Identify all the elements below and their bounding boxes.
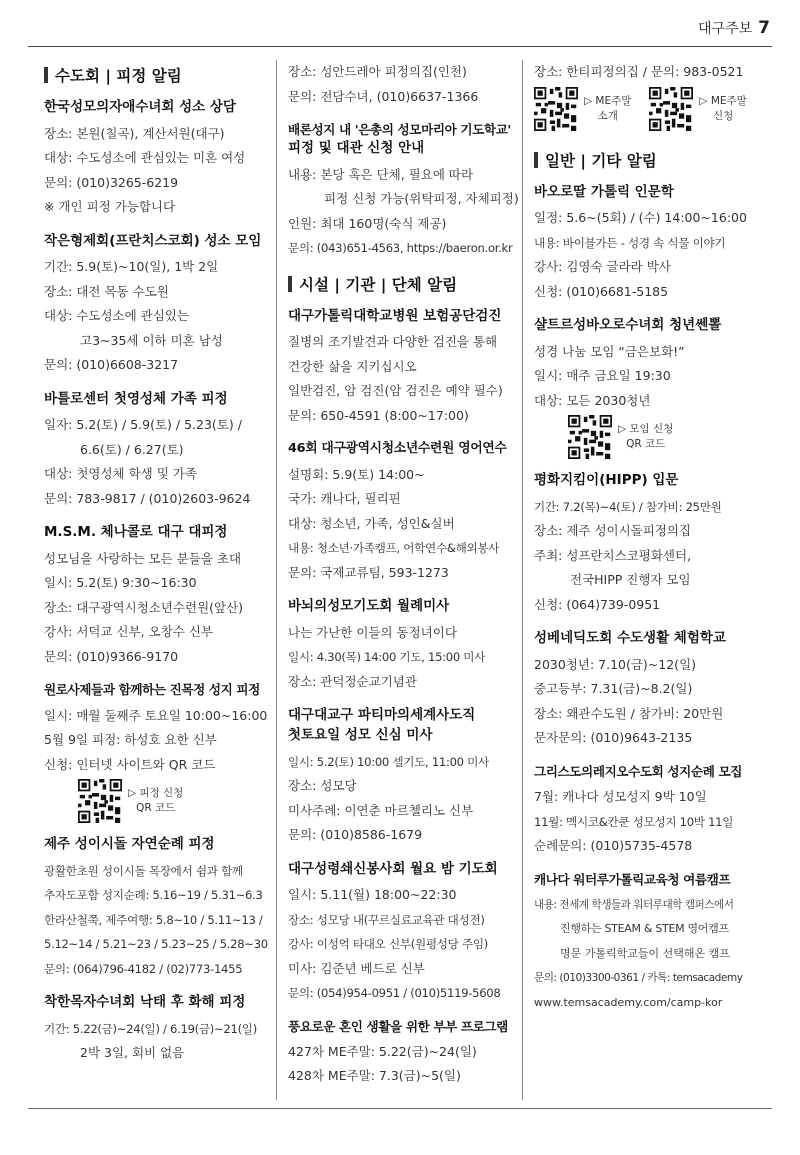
notice-line: 나는 가난한 이들의 동정녀이다: [288, 624, 457, 640]
notice-line: 고3~35세 이하 미혼 남성: [80, 332, 223, 348]
qr-block[interactable]: [534, 415, 764, 459]
notice-line: 일정: 5.6~(5회) / (수) 14:00~16:00: [534, 210, 747, 226]
notice-line: 문의: 783-9817 / (010)2603-9624: [44, 490, 251, 506]
notice-block: [534, 183, 764, 305]
notice-title: 46회 대구광역시청소년수련원 영어연수: [288, 441, 507, 457]
notice-line: 미사주례: 이연춘 마르첼리노 신부: [288, 802, 474, 818]
notice-line: 내용: 전세계 학생들과 워터루대학 캠퍼스에서: [534, 898, 734, 911]
notice-line: 2박 3일, 회비 없음: [80, 1045, 185, 1061]
notice-block: [288, 307, 520, 429]
notice-line: 장소: 제주 성이시돌피정의집: [534, 523, 692, 539]
notice-line: 문의: 국제교류팀, 593-1273: [288, 564, 449, 580]
section-heading: 시설 | 기관 | 단체 알림: [288, 273, 520, 295]
notice-line: 장소: 성모당: [288, 778, 357, 794]
notice-title: 대구성령쇄신봉사회 월요 밤 기도회: [288, 860, 498, 877]
notice-title: 대구가톨릭대학교병원 보험공단검진: [288, 307, 502, 324]
notice-line: 문의: (010)9366-9170: [44, 648, 179, 664]
notice-line: 명문 가톨릭학교들이 선택해온 캠프: [560, 946, 730, 960]
column-divider: [276, 60, 277, 1100]
notice-title: 원로사제들과 함께하는 진목정 성지 피정: [44, 682, 260, 698]
notice-line: 대상: 수도성소에 관심있는: [44, 308, 189, 324]
notice-title: 바오로딸 가톨릭 인문학: [534, 183, 674, 200]
notice-line: 기간: 7.2(목)~4(토) / 참가비: 25만원: [534, 499, 722, 514]
notice-title: 성베네딕도회 수도생활 체험학교: [534, 630, 726, 647]
notice-line: 대상: 모든 2030청년: [534, 392, 651, 408]
notice-title: 피정 및 대관 신청 안내: [288, 140, 425, 157]
notice-line: 설명회: 5.9(토) 14:00~: [288, 466, 425, 482]
qr-code[interactable]: [568, 415, 612, 459]
notice-title: M.S.M. 체나콜로 대구 대피정: [44, 524, 228, 541]
notice-line: 2030청년: 7.10(금)~12(일): [534, 656, 697, 672]
notice-line: 일자: 5.2(토) / 5.9(토) / 5.23(토) /: [44, 417, 242, 433]
notice-title: 바뇌의성모기도회 월례미사: [288, 598, 450, 615]
notice-line: 5월 9일 피정: 하성호 요한 신부: [44, 732, 217, 747]
notice-line: 427차 ME주말: 5.22(금)~24(일): [288, 1043, 477, 1059]
column-3: [534, 60, 764, 1015]
notice-line: 장소: 한티피정의집 / 문의: 983-0521: [534, 64, 744, 79]
notice-block: [44, 993, 268, 1066]
qr-caption: ▷ 모임 신청 QR 코드: [618, 423, 674, 451]
notice-line: 장소: 왜관수도원 / 참가비: 20만원: [534, 705, 724, 721]
notice-line: ※ 개인 피정 가능합니다: [44, 199, 176, 215]
notice-line: 성모님을 사랑하는 모든 분들을 초대: [44, 550, 242, 566]
notice-line: 건강한 삶을 지키십시오: [288, 358, 417, 374]
section-heading: 일반 | 기타 알림: [534, 149, 764, 171]
notice-line: 질병의 조기발견과 다양한 검진을 통해: [288, 334, 498, 350]
notice-line: 일시: 4.30(목) 14:00 기도, 15:00 미사: [288, 650, 486, 665]
notice-line: 문의: 650-4591 (8:00~17:00): [288, 407, 469, 423]
notice-line: 인원: 최대 160명(숙식 제공): [288, 215, 447, 231]
notice-line: 장소: 대구광역시청소년수련원(앞산): [44, 599, 244, 615]
notice-block: [534, 629, 764, 751]
notice-block: [44, 390, 268, 512]
notice-line: 일시: 매주 금요일 19:30: [534, 368, 671, 384]
notice-line: 신청: (064)739-0951: [534, 596, 661, 612]
notice-line: 문의: (054)954-0951 / (010)5119-5608: [288, 986, 501, 1001]
notice-line: 문의: (010)8586-1679: [288, 827, 423, 843]
section-heading: 수도회 | 피정 알림: [44, 64, 268, 86]
qr-row: [534, 85, 764, 135]
notice-block: [288, 440, 520, 585]
notice-block: [44, 681, 268, 823]
notice-line: 강사: 김영숙 글라라 박사: [534, 259, 671, 275]
top-rule: [28, 46, 772, 47]
notice-block: [44, 835, 268, 981]
notice-line: 신청: 인터넷 사이트와 QR 코드: [44, 756, 216, 772]
notice-title: 바틀로센터 첫영성체 가족 피정: [44, 390, 228, 407]
qr-caption: ▷ 피정 신청 QR 코드: [128, 787, 184, 814]
notice-line: 강사: 이성억 타대오 신부(원평성당 주임): [288, 937, 488, 952]
notice-line: 기간: 5.9(토)~10(일), 1박 2일: [44, 259, 219, 275]
notice-line: 한라산철쭉, 제주여행: 5.8~10 / 5.11~13 /: [44, 912, 263, 927]
column-1: [44, 60, 268, 1066]
notice-block: [534, 871, 764, 1016]
notice-line: 내용: 본당 혹은 단체, 필요에 따라: [288, 166, 474, 182]
notice-block: [44, 232, 268, 378]
notice-line: 장소: 성안드레아 피정의집(인천): [288, 64, 467, 79]
bottom-rule: [28, 1108, 772, 1109]
notice-line: 장소: 관덕정순교기념관: [288, 673, 417, 689]
notice-title: 샬트르성바오로수녀회 청년쎈뽈: [534, 317, 722, 334]
notice-line: 7월: 캐나다 성모성지 9박 10일: [534, 789, 707, 804]
notice-line: 문자문의: (010)9643-2135: [534, 730, 693, 746]
notice-title: 착한목자수녀회 낙태 후 화해 피정: [44, 994, 246, 1011]
notice-block: [288, 860, 520, 1006]
notice-line: 11월: 멕시코&칸쿤 성모성지 10박 11일: [534, 814, 734, 829]
notice-line: 5.12~14 / 5.21~23 / 5.23~25 / 5.28~30: [44, 937, 268, 952]
notice-block: [288, 706, 520, 847]
notice-line: 일시: 5.2(토) 9:30~16:30: [44, 575, 197, 591]
notice-block: [288, 597, 520, 694]
notice-line: 주최: 성프란치스코평화센터,: [534, 547, 692, 563]
notice-title: 평화지킴이(HIPP) 입문: [534, 472, 679, 489]
notice-line: 문의: 전담수녀, (010)6637-1366: [288, 88, 479, 104]
notice-block: [534, 471, 764, 617]
notice-line: 강사: 서덕교 신부, 오창수 신부: [44, 624, 213, 640]
notice-line: 기간: 5.22(금)~24(일) / 6.19(금)~21(일): [44, 1021, 257, 1036]
notice-line: 대상: 청소년, 가족, 성인&실버: [288, 515, 455, 531]
notice-line: 장소: 본원(칠곡), 계산서원(대구): [44, 125, 225, 141]
notice-line: 대상: 수도성소에 관심있는 미혼 여성: [44, 150, 246, 166]
qr-code[interactable]: [649, 87, 693, 131]
notice-block: [288, 121, 520, 261]
notice-line: 중고등부: 7.31(금)~8.2(일): [534, 681, 693, 697]
notice-block: [44, 523, 268, 669]
column-2: [288, 60, 520, 1089]
qr-code[interactable]: [534, 87, 578, 131]
page-header: [698, 18, 770, 38]
notice-line: 피정 신청 가능(위탁피정, 자체피정): [324, 191, 519, 207]
notice-line: 추자도포함 성지순례: 5.16~19 / 5.31~6.3: [44, 888, 263, 903]
notice-title: 그리스도의레지오수도회 성지순례 모집: [534, 763, 742, 779]
notice-line: 문의: (064)796-4182 / (02)773-1455: [44, 961, 243, 976]
page-number: 7: [758, 18, 770, 38]
qr-code[interactable]: [78, 779, 122, 823]
qr-block[interactable]: [649, 87, 746, 131]
notice-block: [534, 316, 764, 459]
qr-block[interactable]: [534, 87, 631, 131]
notice-line: 광활한초원 성이시돌 목장에서 쉼과 함께: [44, 863, 243, 878]
notice-line: 신청: (010)6681-5185: [534, 283, 669, 299]
notice-line: 미사: 김준년 베드로 신부: [288, 960, 425, 976]
website-link[interactable]: www.temsacademy.com/camp-kor: [534, 995, 723, 1009]
notice-line: 문의: (043)651-4563, https://baeron.or.kr: [288, 241, 513, 256]
publication-name: 대구주보: [698, 21, 753, 37]
notice-title: 캐나다 워터루가톨릭교육청 여름캠프: [534, 871, 731, 887]
notice-title: 대구대교구 파티마의세계사도직: [288, 707, 476, 724]
notice-block: [534, 763, 764, 859]
notice-line: 일시: 5.2(토) 10:00 셀기도, 11:00 미사: [288, 754, 489, 769]
notice-line: 일시: 매월 둘째주 토요일 10:00~16:00: [44, 707, 268, 723]
notice-title: 작은형제회(프란치스코회) 성소 모임: [44, 232, 262, 249]
notice-title: 제주 성이시돌 자연순례 피정: [44, 836, 215, 852]
notice-line: 6.6(토) / 6.27(토): [80, 441, 184, 457]
notice-block: [44, 98, 268, 220]
notice-line: 대상: 첫영성체 학생 및 가족: [44, 466, 197, 482]
qr-caption: ▷ ME주말 신청: [699, 94, 747, 122]
notice-title: 첫토요일 성모 신심 미사: [288, 727, 433, 744]
qr-block[interactable]: [44, 779, 268, 823]
qr-caption: ▷ ME주말 소개: [584, 94, 632, 122]
notice-line: 내용: 바이블가든 - 성경 속 식물 이야기: [534, 235, 726, 250]
notice-line: 장소: 성모당 내(꾸르실료교육관 대성전): [288, 912, 485, 927]
notice-line: 문의: (010)3265-6219: [44, 174, 179, 190]
notice-line: 진행하는 STEAM & STEM 영어캠프: [560, 922, 729, 936]
notice-title: 배론성지 내 '은총의 성모마리아 기도학교': [288, 122, 511, 137]
notice-line: 전국HIPP 진행자 모임: [570, 572, 691, 588]
notice-line: 국가: 캐나다, 필리핀: [288, 491, 401, 507]
notice-block: [288, 1018, 520, 1089]
notice-line: 428차 ME주말: 7.3(금)~5(일): [288, 1068, 461, 1084]
notice-line: 문의: (010)3300-0361 / 카톡: temsacademy: [534, 972, 743, 985]
notice-line: 문의: (010)6608-3217: [44, 357, 179, 373]
column-divider: [522, 60, 523, 1100]
notice-line: 순례문의: (010)5735-4578: [534, 838, 693, 853]
notice-line: 내용: 청소년·가족캠프, 어학연수&해외봉사: [288, 541, 500, 556]
notice-line: 일반검진, 암 검진(암 검진은 예약 필수): [288, 383, 503, 399]
notice-title: 풍요로운 혼인 생활을 위한 부부 프로그램: [288, 1018, 508, 1034]
notice-line: 일시: 5.11(월) 18:00~22:30: [288, 887, 457, 903]
notice-line: 성경 나눔 모임 “금은보화!”: [534, 343, 685, 359]
notice-line: 장소: 대전 목동 수도원: [44, 283, 169, 299]
notice-title: 한국성모의자애수녀회 성소 상담: [44, 99, 236, 115]
